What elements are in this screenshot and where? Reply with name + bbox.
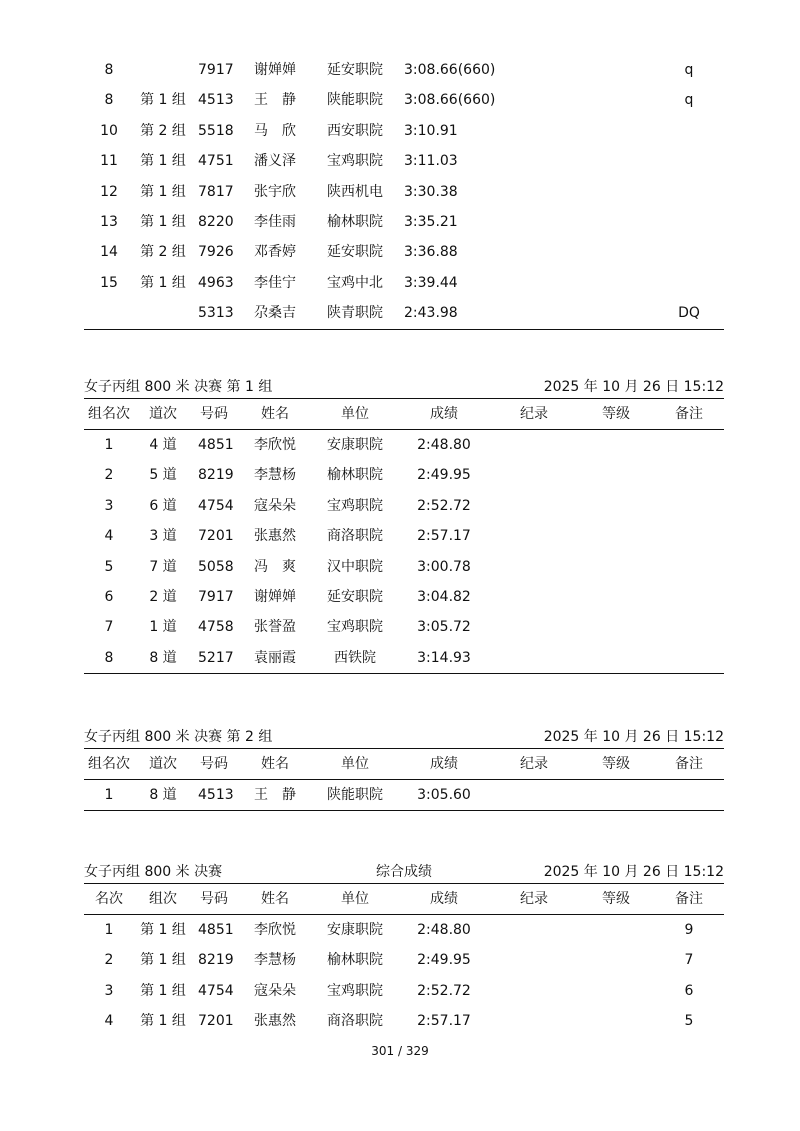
header-unit: 单位	[341, 891, 369, 907]
unit-cell: 陕西机电	[327, 183, 383, 200]
rank-cell: 1	[104, 787, 114, 803]
group-cell: 第 1 组	[140, 952, 186, 969]
table-row	[84, 116, 724, 146]
result-cell: 2:52.72	[417, 982, 471, 999]
header-lane: 道次	[149, 756, 177, 772]
name-cell: 李佳宁	[254, 274, 296, 291]
table-header	[84, 398, 724, 430]
bib-cell: 4754	[198, 982, 234, 999]
header-rank: 组名次	[88, 756, 130, 772]
result-cell: 2:52.72	[417, 497, 471, 514]
unit-cell: 陕能职院	[327, 787, 383, 803]
table-row	[84, 780, 724, 810]
unit-cell: 延安职院	[327, 62, 383, 78]
event-title: 女子丙组 800 米 决赛 第 2 组	[84, 729, 273, 745]
header-record: 纪录	[520, 891, 548, 907]
lane-cell: 6 道	[149, 497, 177, 514]
table-row	[84, 177, 724, 207]
rank-cell: 14	[100, 244, 118, 261]
rank-cell: 15	[100, 274, 118, 291]
note-cell: 5	[684, 1013, 694, 1030]
table-row	[84, 521, 724, 551]
rank-cell: 4	[104, 1013, 114, 1030]
bib-cell: 8219	[198, 467, 234, 484]
name-cell: 李慧杨	[254, 952, 296, 969]
name-cell: 王 静	[254, 787, 296, 803]
note-cell: q	[684, 62, 694, 78]
header-result: 成绩	[430, 406, 458, 422]
bib-cell: 4754	[198, 497, 234, 514]
name-cell: 寇朵朵	[254, 982, 296, 999]
unit-cell: 延安职院	[327, 588, 383, 605]
group-cell: 第 1 组	[140, 183, 186, 200]
rank-cell: 2	[104, 467, 114, 484]
bib-cell: 4513	[198, 92, 234, 109]
group-cell: 第 2 组	[140, 244, 186, 261]
rank-cell: 5	[104, 558, 114, 575]
table-row	[84, 915, 724, 945]
bib-cell: 7917	[198, 588, 234, 605]
note-cell: DQ	[678, 305, 700, 322]
lane-cell: 8 道	[149, 649, 177, 666]
section-title	[84, 376, 724, 398]
header-note: 备注	[675, 406, 703, 422]
name-cell: 张宇欣	[254, 183, 296, 200]
table-row	[84, 430, 724, 460]
table-row	[84, 976, 724, 1006]
bib-cell: 7201	[198, 1013, 234, 1030]
event-datetime: 2025 年 10 月 26 日 15:12	[543, 729, 724, 745]
result-cell: 3:30.38	[404, 183, 458, 200]
continued-table	[84, 55, 724, 330]
rank-cell: 8	[104, 62, 114, 78]
unit-cell: 宝鸡职院	[327, 982, 383, 999]
name-cell: 冯 爽	[254, 558, 296, 575]
table-row	[84, 85, 724, 115]
continued-rows	[84, 55, 724, 330]
result-cell: 2:43.98	[404, 305, 458, 322]
rank-cell: 11	[100, 153, 118, 170]
rank-cell: 4	[104, 528, 114, 545]
heat-1-rows	[84, 430, 724, 674]
group-cell: 第 1 组	[140, 1013, 186, 1030]
table-row	[84, 207, 724, 237]
section-title	[84, 861, 724, 883]
name-cell: 邓香婷	[254, 244, 296, 261]
header-grade: 等级	[602, 756, 630, 772]
unit-cell: 西安职院	[327, 122, 383, 139]
rank-cell: 12	[100, 183, 118, 200]
result-cell: 2:49.95	[417, 467, 471, 484]
header-bib: 号码	[200, 756, 228, 772]
header-result: 成绩	[430, 756, 458, 772]
rank-cell: 7	[104, 619, 114, 636]
group-cell: 第 2 组	[140, 122, 186, 139]
header-note: 备注	[675, 891, 703, 907]
header-name: 姓名	[261, 891, 289, 907]
overall-section	[84, 861, 724, 1037]
group-cell: 第 1 组	[140, 213, 186, 230]
result-cell: 3:04.82	[417, 588, 471, 605]
table-row	[84, 582, 724, 612]
table-row	[84, 237, 724, 267]
result-cell: 3:00.78	[417, 558, 471, 575]
header-lane: 道次	[149, 406, 177, 422]
result-cell: 2:49.95	[417, 952, 471, 969]
group-cell: 第 1 组	[140, 92, 186, 109]
lane-cell: 1 道	[149, 619, 177, 636]
event-datetime: 2025 年 10 月 26 日 15:12	[543, 379, 724, 395]
note-cell: 7	[684, 952, 694, 969]
header-name: 姓名	[261, 406, 289, 422]
note-cell: 9	[684, 922, 694, 938]
header-bib: 号码	[200, 406, 228, 422]
name-cell: 马 欣	[254, 122, 296, 139]
unit-cell: 商洛职院	[327, 1013, 383, 1030]
unit-cell: 延安职院	[327, 244, 383, 261]
rank-cell: 6	[104, 588, 114, 605]
heat-1-section	[84, 376, 724, 674]
rank-cell: 3	[104, 982, 114, 999]
table-row	[84, 268, 724, 298]
bib-cell: 7917	[198, 62, 234, 78]
note-cell: q	[684, 92, 694, 109]
rank-cell: 1	[104, 922, 114, 938]
overall-label: 综合成绩	[376, 864, 432, 880]
name-cell: 谢婵婵	[254, 588, 296, 605]
rank-cell: 8	[104, 649, 114, 666]
bib-cell: 5518	[198, 122, 234, 139]
rank-cell: 13	[100, 213, 118, 230]
event-datetime: 2025 年 10 月 26 日 15:12	[543, 864, 724, 880]
name-cell: 寇朵朵	[254, 497, 296, 514]
table-row	[84, 146, 724, 176]
bib-cell: 4751	[198, 153, 234, 170]
unit-cell: 榆林职院	[327, 467, 383, 484]
header-rank: 名次	[95, 891, 123, 907]
bib-cell: 8220	[198, 213, 234, 230]
result-cell: 2:57.17	[417, 528, 471, 545]
name-cell: 李欣悦	[254, 922, 296, 938]
result-cell: 3:11.03	[404, 153, 458, 170]
header-unit: 单位	[341, 406, 369, 422]
bib-cell: 4851	[198, 922, 234, 938]
heat-2-section	[84, 726, 724, 811]
group-cell: 第 1 组	[140, 274, 186, 291]
table-row	[84, 491, 724, 521]
table-row	[84, 55, 724, 85]
lane-cell: 8 道	[149, 787, 177, 803]
name-cell: 王 静	[254, 92, 296, 109]
event-title: 女子丙组 800 米 决赛	[84, 864, 223, 880]
group-cell: 第 1 组	[140, 153, 186, 170]
result-cell: 3:36.88	[404, 244, 458, 261]
result-cell: 3:05.72	[417, 619, 471, 636]
unit-cell: 安康职院	[327, 922, 383, 938]
group-cell: 第 1 组	[140, 982, 186, 999]
header-result: 成绩	[430, 891, 458, 907]
header-rank: 组名次	[88, 406, 130, 422]
unit-cell: 西铁院	[334, 649, 376, 666]
name-cell: 张誉盈	[254, 619, 296, 636]
result-cell: 3:14.93	[417, 649, 471, 666]
rank-cell: 1	[104, 437, 114, 453]
table-row	[84, 643, 724, 673]
bib-cell: 4963	[198, 274, 234, 291]
unit-cell: 宝鸡职院	[327, 497, 383, 514]
unit-cell: 宝鸡职院	[327, 619, 383, 636]
table-header	[84, 748, 724, 780]
heat-2-rows	[84, 780, 724, 811]
unit-cell: 安康职院	[327, 437, 383, 453]
result-cell: 2:48.80	[417, 437, 471, 453]
bib-cell: 5058	[198, 558, 234, 575]
result-cell: 3:35.21	[404, 213, 458, 230]
note-cell: 6	[684, 982, 694, 999]
result-cell: 2:48.80	[417, 922, 471, 938]
table-row	[84, 1006, 724, 1036]
unit-cell: 榆林职院	[327, 952, 383, 969]
result-cell: 3:05.60	[417, 787, 471, 803]
name-cell: 张惠然	[254, 1013, 296, 1030]
header-grade: 等级	[602, 406, 630, 422]
header-record: 纪录	[520, 406, 548, 422]
result-cell: 2:57.17	[417, 1013, 471, 1030]
name-cell: 李佳雨	[254, 213, 296, 230]
name-cell: 袁丽霞	[254, 649, 296, 666]
rank-cell: 8	[104, 92, 114, 109]
lane-cell: 5 道	[149, 467, 177, 484]
group-cell: 第 1 组	[140, 922, 186, 938]
event-title: 女子丙组 800 米 决赛 第 1 组	[84, 379, 273, 395]
header-bib: 号码	[200, 891, 228, 907]
table-row	[84, 612, 724, 642]
result-cell: 3:08.66(660)	[404, 92, 496, 109]
name-cell: 李慧杨	[254, 467, 296, 484]
lane-cell: 7 道	[149, 558, 177, 575]
lane-cell: 4 道	[149, 437, 177, 453]
header-name: 姓名	[261, 756, 289, 772]
bib-cell: 7201	[198, 528, 234, 545]
unit-cell: 商洛职院	[327, 528, 383, 545]
section-title	[84, 726, 724, 748]
header-group: 组次	[149, 891, 177, 907]
bib-cell: 4758	[198, 619, 234, 636]
result-cell: 3:08.66(660)	[404, 62, 496, 78]
table-row	[84, 552, 724, 582]
name-cell: 潘义泽	[254, 153, 296, 170]
table-row	[84, 945, 724, 975]
rank-cell: 10	[100, 122, 118, 139]
header-record: 纪录	[520, 756, 548, 772]
rank-cell: 2	[104, 952, 114, 969]
overall-rows	[84, 915, 724, 1037]
bib-cell: 8219	[198, 952, 234, 969]
bib-cell: 4851	[198, 437, 234, 453]
lane-cell: 2 道	[149, 588, 177, 605]
header-unit: 单位	[341, 756, 369, 772]
result-cell: 3:10.91	[404, 122, 458, 139]
page-number: 301 / 329	[371, 1044, 429, 1058]
bib-cell: 7926	[198, 244, 234, 261]
unit-cell: 陕能职院	[327, 92, 383, 109]
unit-cell: 汉中职院	[327, 558, 383, 575]
name-cell: 尕桑吉	[254, 305, 296, 322]
unit-cell: 榆林职院	[327, 213, 383, 230]
header-note: 备注	[675, 756, 703, 772]
table-row	[84, 460, 724, 490]
lane-cell: 3 道	[149, 528, 177, 545]
unit-cell: 宝鸡中北	[327, 274, 383, 291]
name-cell: 张惠然	[254, 528, 296, 545]
result-cell: 3:39.44	[404, 274, 458, 291]
table-row	[84, 298, 724, 328]
bib-cell: 7817	[198, 183, 234, 200]
name-cell: 谢婵婵	[254, 62, 296, 78]
unit-cell: 陕青职院	[327, 305, 383, 322]
unit-cell: 宝鸡职院	[327, 153, 383, 170]
name-cell: 李欣悦	[254, 437, 296, 453]
header-grade: 等级	[602, 891, 630, 907]
bib-cell: 5313	[198, 305, 234, 322]
bib-cell: 4513	[198, 787, 234, 803]
table-header	[84, 883, 724, 915]
rank-cell: 3	[104, 497, 114, 514]
bib-cell: 5217	[198, 649, 234, 666]
